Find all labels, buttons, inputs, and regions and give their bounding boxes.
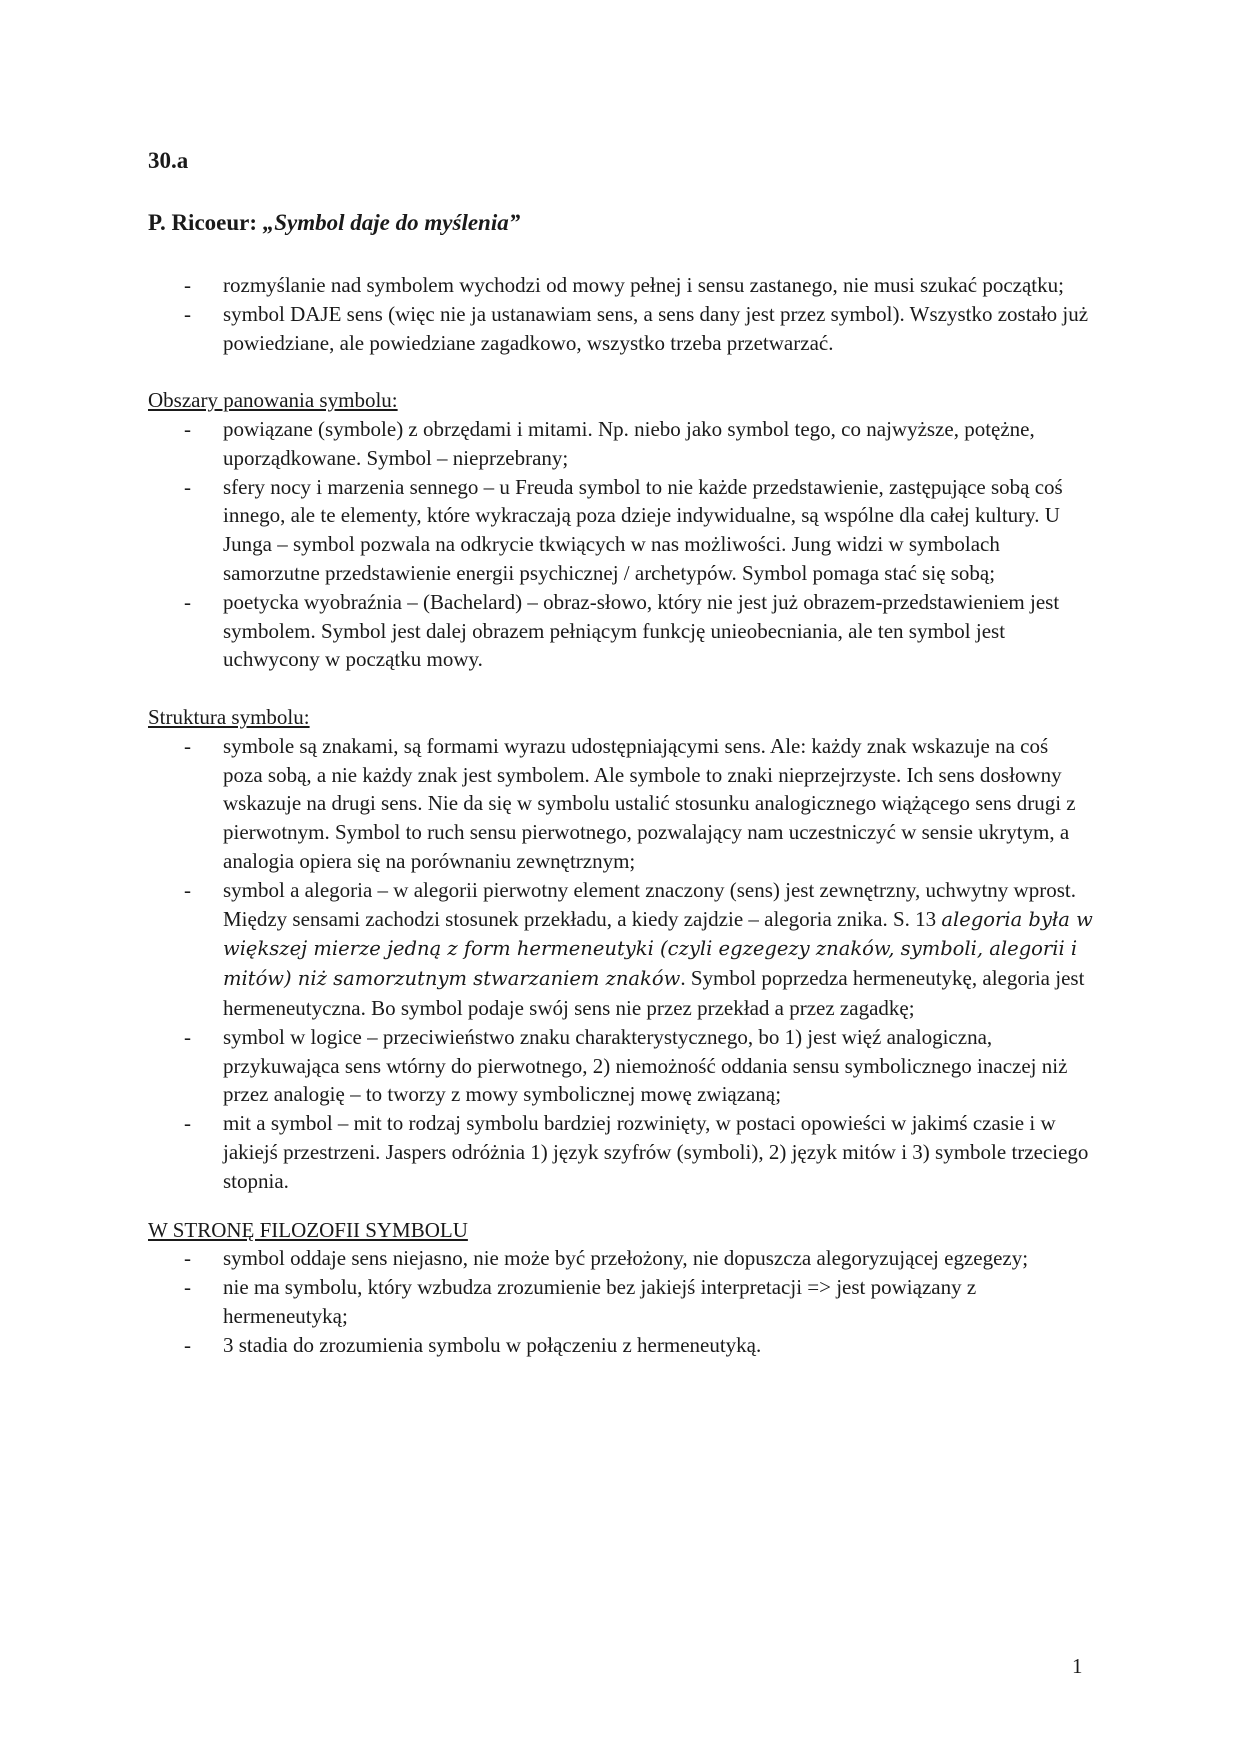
section-heading: W STRONĘ FILOZOFII SYMBOLU bbox=[148, 1217, 468, 1242]
list-item: - symbol oddaje sens niejasno, nie może być przełożony, nie dopuszcza alegoryzującej egzegezy; bbox=[148, 1244, 1093, 1273]
text-span: symbol a alegoria – w alegorii pierwotny element znaczony (sens) jest zewnętrzny, uchwytny wprost. Między sensami zachodzi stosunek przekładu, a kiedy zajdzie – alegoria znika. S. 13 bbox=[223, 877, 1076, 931]
list-item: - symbol w logice – przeciwieństwo znaku charakterystycznego, bo 1) jest więź analogiczna, przykuwająca sens wtórny do pierwotnego, 2) niemożność oddania sensu symbolicznego inaczej niż przez analogię – to tworzy z mowy symbolicznej mowę związaną; bbox=[148, 1023, 1093, 1109]
section-list bbox=[148, 732, 1093, 1196]
list-item: - poetycka wyobraźnia – (Bachelard) – obraz-słowo, który nie jest już obrazem-przedstawieniem jest symbolem. Symbol jest dalej obrazem pełniącym funkcję unieobecniania, ale ten symbol jest uchwycony w początku mowy. bbox=[148, 588, 1093, 674]
list-item: - sfery nocy i marzenia sennego – u Freuda symbol to nie każde przedstawienie, zastępujące sobą coś innego, ale te elementy, które wykraczają poza dzieje indywidualne, są wspólne dla całej kultury. U Junga – symbol pozwala na odkrycie tkwiących w nas możliwości. Jung widzi w symbolach samorzutne przedstawienie energii psychicznej / archetypów. Symbol pomaga stać się sobą; bbox=[148, 473, 1093, 588]
title-author: P. Ricoeur: bbox=[148, 210, 263, 235]
list-item: - nie ma symbolu, który wzbudza zrozumienie bez jakiejś interpretacji => jest powiązany z hermeneutyką; bbox=[148, 1273, 1093, 1331]
title-work: „Symbol daje do myślenia” bbox=[262, 210, 521, 235]
list-item: - powiązane (symbole) z obrzędami i mitami. Np. niebo jako symbol tego, co najwyższe, potężne, uporządkowane. Symbol – nieprzebrany; bbox=[148, 415, 1093, 473]
list-item: - symbole są znakami, są formami wyrazu udostępniającymi sens. Ale: każdy znak wskazuje na coś poza sobą, a nie każdy znak jest symbolem. Ale symbole to znaki nieprzejrzyste. Ich sens dosłowny wskazuje na drugi sens. Nie da się w symbolu ustalić stosunku analogicznego wiążącego sens drugi z pierwotnym. Symbol to ruch sensu pierwotnego, pozwalający nam uczestniczyć w sensie ukrytym, a analogia opiera się na porównaniu zewnętrznym; bbox=[148, 732, 1093, 876]
list-item: - symbol DAJE sens (więc nie ja ustanawiam sens, a sens dany jest przez symbol). Wszystko zostało już powiedziane, ale powiedziane zagadkowo, wszystko trzeba przetwarzać. bbox=[148, 300, 1093, 358]
section-list bbox=[148, 1244, 1093, 1359]
italic-quote: alegoria była w większej mierze jedną z form hermeneutyki (czyli egzegezy znaków, symboli, alegorii i mitów) niż samorzutnym stwarzaniem znaków bbox=[223, 907, 1093, 991]
section-philosophy bbox=[148, 1216, 1093, 1360]
page-number: 1 bbox=[1072, 1654, 1083, 1678]
document-number: 30.a bbox=[148, 148, 189, 173]
list-item: - 3 stadia do zrozumienia symbolu w połączeniu z hermeneutyką. bbox=[148, 1331, 1093, 1360]
list-item: - mit a symbol – mit to rodzaj symbolu bardziej rozwinięty, w postaci opowieści w jakimś czasie i w jakiejś przestrzeni. Jaspers odróżnia 1) język szyfrów (symboli), 2) język mitów i 3) symbole trzeciego stopnia. bbox=[148, 1109, 1093, 1195]
section-heading: Struktura symbolu: bbox=[148, 704, 310, 729]
document-title bbox=[148, 210, 520, 236]
text-span: . Symbol poprzedza hermeneutykę, alegoria jest hermeneutyczna. Bo symbol podaje swój sens nie przez przekład a przez zagadkę; bbox=[223, 966, 1085, 1020]
document-body bbox=[148, 271, 1093, 1359]
list-item bbox=[148, 876, 1093, 1023]
section-heading: Obszary panowania symbolu: bbox=[148, 388, 398, 413]
section-structure bbox=[148, 703, 1093, 1196]
section-dominion bbox=[148, 386, 1093, 674]
list-item: - rozmyślanie nad symbolem wychodzi od mowy pełnej i sensu zastanego, nie musi szukać początku; bbox=[148, 271, 1093, 300]
intro-list bbox=[148, 271, 1093, 357]
section-list bbox=[148, 415, 1093, 674]
